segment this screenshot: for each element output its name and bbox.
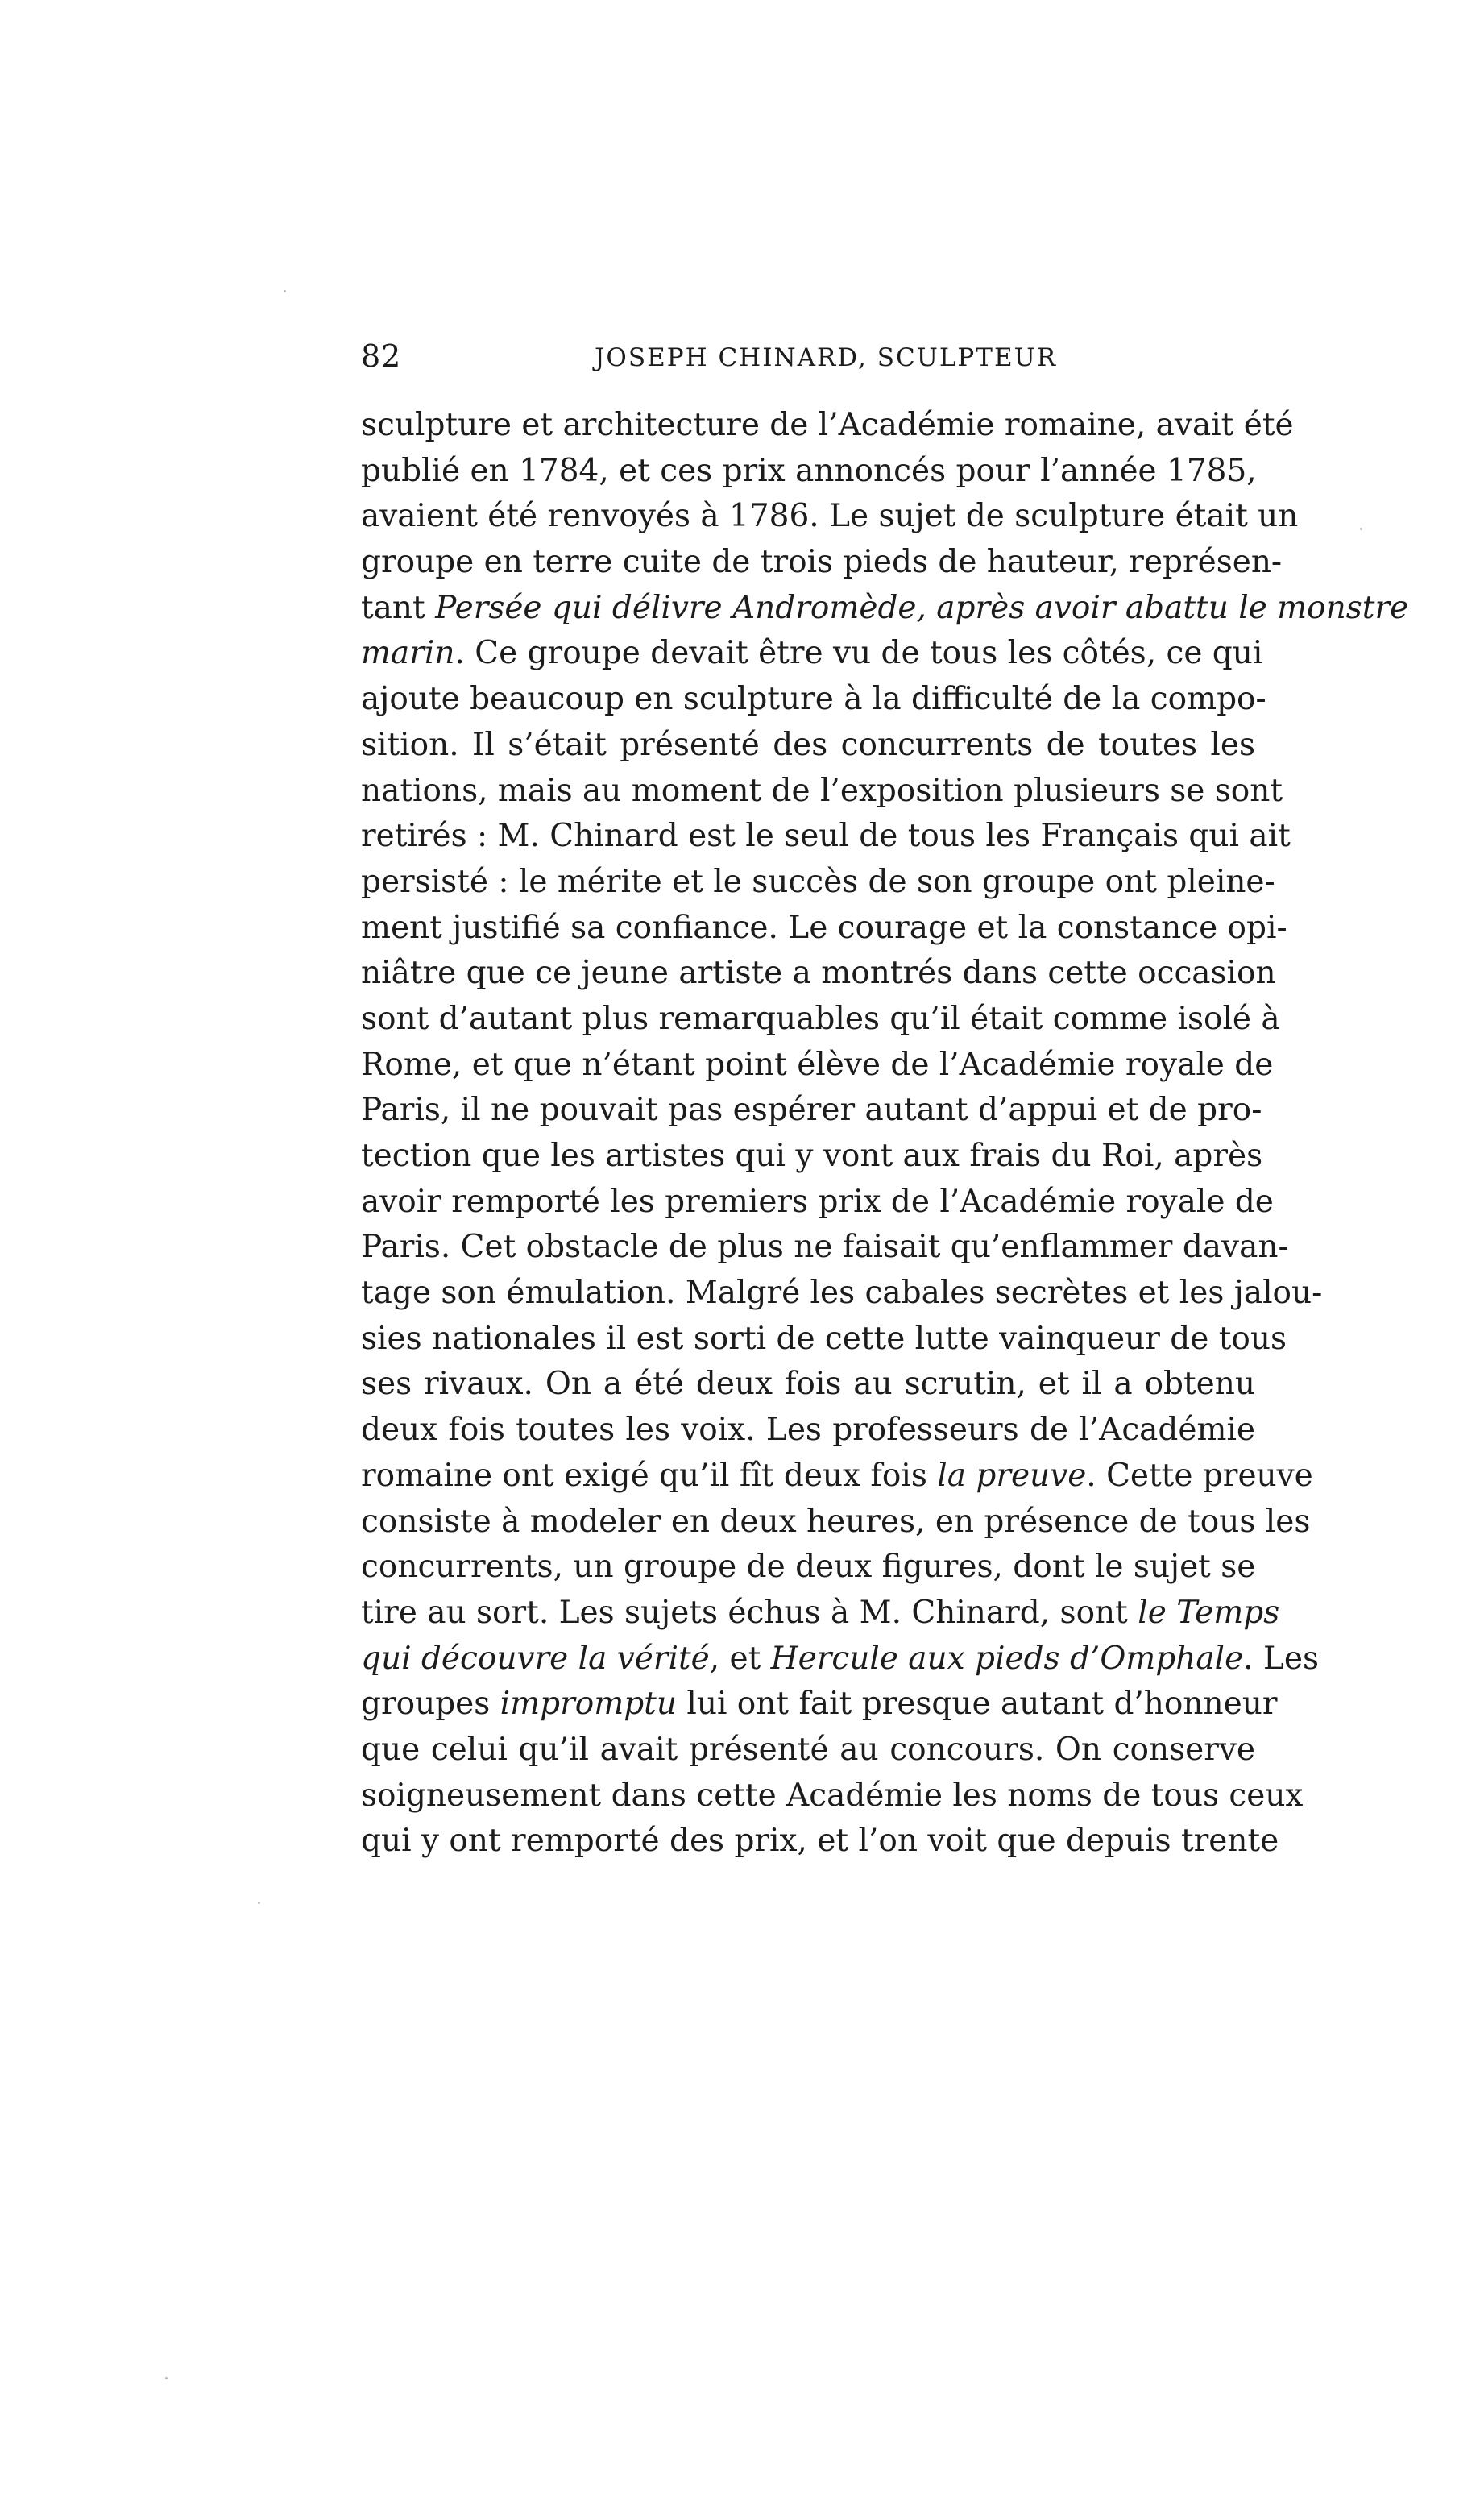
- text-line: [361, 997, 1280, 1043]
- paper-speck: [284, 290, 286, 292]
- text-segment: avaient été renvoyés à 1786. Le sujet de sculpture était un: [361, 498, 1299, 535]
- italic-text: le Temps: [1138, 1594, 1280, 1631]
- italic-text: Persée qui délivre Andromède, après avoir abattu le monstre: [435, 589, 1409, 626]
- italic-text: marin: [361, 635, 455, 672]
- text-line: [361, 1591, 1280, 1636]
- text-segment: avoir remporté les premiers prix de l’Académie royale de: [361, 1183, 1274, 1220]
- body-text: [361, 403, 1409, 1865]
- text-line: [361, 1180, 1274, 1226]
- paper-speck: [258, 1902, 260, 1904]
- text-segment: groupes: [361, 1686, 500, 1723]
- text-segment: tection que les artistes qui y vont aux frais du Roi, après: [361, 1138, 1263, 1174]
- text-line: [361, 860, 1275, 906]
- text-line: [361, 403, 1294, 449]
- text-line: [361, 631, 1263, 677]
- text-segment: sculpture et architecture de l’Académie romaine, avait été: [361, 407, 1294, 443]
- text-segment: concurrents, un groupe de deux figures, dont le sujet se: [361, 1549, 1256, 1586]
- text-line: [361, 1225, 1289, 1271]
- text-line: [361, 586, 1409, 632]
- text-segment: lui ont fait presque autant d’honneur: [676, 1686, 1278, 1723]
- page-number: 82: [361, 338, 402, 374]
- text-segment: nations, mais au moment de l’exposition plusieurs se sont: [361, 772, 1283, 809]
- italic-text: la preuve: [937, 1457, 1087, 1494]
- text-segment: qui y ont remporté des prix, et l’on voit que depuis trente: [361, 1823, 1279, 1860]
- text-line: [361, 1636, 1319, 1682]
- text-line: [361, 677, 1266, 723]
- text-line: [361, 540, 1283, 586]
- text-segment: sies nationales il est sorti de cette lutte vainqueur de tous: [361, 1320, 1287, 1357]
- text-segment: soigneusement dans cette Académie les noms de tous ceux: [361, 1777, 1304, 1814]
- text-line: [361, 1088, 1262, 1134]
- text-segment: Paris. Cet obstacle de plus ne faisait qu’enflammer davan-: [361, 1229, 1289, 1266]
- paper-speck: [1360, 528, 1362, 530]
- text-segment: que celui qu’il avait présenté au concours. On conserve: [361, 1731, 1255, 1768]
- running-title: JOSEPH CHINARD, SCULPTEUR: [595, 343, 1058, 372]
- text-line: [361, 1819, 1279, 1865]
- text-line: [361, 1454, 1313, 1500]
- paper-speck: [165, 2377, 168, 2379]
- text-segment: sition. Il s’était présenté des concurrents de toutes les: [361, 726, 1255, 763]
- text-line: [361, 951, 1276, 997]
- text-segment: . Cette preuve: [1086, 1457, 1313, 1494]
- text-segment: niâtre que ce jeune artiste a montrés dans cette occasion: [361, 955, 1276, 992]
- text-line: [361, 1773, 1304, 1819]
- text-segment: deux fois toutes les voix. Les professeurs de l’Académie: [361, 1412, 1255, 1449]
- text-line: [361, 1362, 1255, 1408]
- text-segment: consiste à modeler en deux heures, en présence de tous les: [361, 1503, 1311, 1540]
- text-segment: tire au sort. Les sujets échus à M. Chinard, sont: [361, 1594, 1138, 1631]
- text-line: [361, 906, 1287, 952]
- text-line: [361, 1134, 1263, 1180]
- text-line: [361, 1682, 1278, 1728]
- text-line: [361, 1271, 1323, 1317]
- text-segment: retirés : M. Chinard est le seul de tous les Français qui ait: [361, 818, 1291, 855]
- text-segment: tage son émulation. Malgré les cabales secrètes et les jalou-: [361, 1275, 1323, 1312]
- text-segment: Rome, et que n’étant point élève de l’Académie royale de: [361, 1046, 1274, 1083]
- text-segment: ajoute beaucoup en sculpture à la difficulté de la compo-: [361, 681, 1266, 718]
- text-segment: Paris, il ne pouvait pas espérer autant d’appui et de pro-: [361, 1092, 1262, 1129]
- text-line: [361, 814, 1291, 860]
- text-segment: ment justifié sa confiance. Le courage et la constance opi-: [361, 909, 1287, 946]
- text-segment: groupe en terre cuite de trois pieds de hauteur, représen-: [361, 544, 1283, 581]
- text-line: [361, 723, 1255, 769]
- text-line: [361, 1545, 1255, 1591]
- text-segment: ses rivaux. On a été deux fois au scrutin, et il a obtenu: [361, 1366, 1255, 1403]
- running-head: [361, 338, 1255, 387]
- text-segment: persisté : le mérite et le succès de son groupe ont pleine-: [361, 863, 1275, 900]
- italic-text: impromptu: [500, 1686, 677, 1723]
- italic-text: Hercule aux pieds d’Omphale: [770, 1640, 1244, 1677]
- italic-text: qui découvre la vérité: [361, 1640, 710, 1677]
- text-line: [361, 449, 1255, 495]
- text-segment: . Les: [1243, 1640, 1319, 1677]
- text-segment: tant: [361, 589, 436, 626]
- text-line: [361, 1500, 1311, 1545]
- text-segment: . Ce groupe devait être vu de tous les côtés, ce qui: [454, 635, 1263, 672]
- text-line: [361, 769, 1283, 815]
- text-segment: romaine ont exigé qu’il fît deux fois: [361, 1457, 938, 1494]
- text-segment: publié en 1784, et ces prix annoncés pour l’année 1785,: [361, 452, 1257, 489]
- text-segment: sont d’autant plus remarquables qu’il était comme isolé à: [361, 1000, 1280, 1037]
- text-line: [361, 1408, 1255, 1454]
- text-segment: , et: [709, 1640, 771, 1677]
- text-line: [361, 494, 1299, 540]
- text-line: [361, 1728, 1255, 1773]
- text-line: [361, 1043, 1274, 1089]
- text-line: [361, 1317, 1287, 1363]
